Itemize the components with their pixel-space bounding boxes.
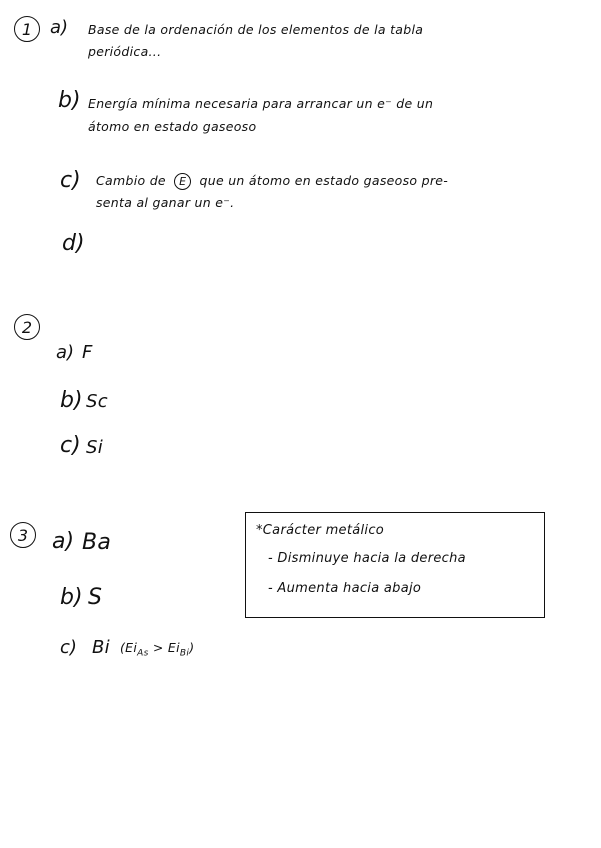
q3c-note-sub-as: As — [137, 648, 149, 659]
q1a-text-line2: periódica... — [88, 44, 162, 59]
q3c-ionization-comparison — [120, 640, 194, 659]
q3c-label: c) — [60, 637, 77, 658]
q3c-note-mid: > Ei — [148, 640, 180, 655]
energy-symbol-circled: E — [174, 173, 191, 190]
q2b-answer: Sc — [86, 391, 108, 412]
q2a-label: a) — [56, 342, 75, 363]
q2c-answer: Si — [86, 437, 104, 458]
note-box-item-2: - Aumenta hacia abajo — [268, 581, 422, 596]
q1c-text-line1 — [96, 173, 448, 190]
q3c-note-end: ) — [189, 640, 195, 655]
q3a-label: a) — [52, 529, 75, 554]
q1b-text-line2: átomo en estado gaseoso — [88, 119, 257, 134]
q3c-answer: Bi — [92, 637, 110, 658]
q1b-label: b) — [58, 88, 81, 113]
q3c-note-sub-bi: Bi — [179, 648, 190, 659]
q3c-note-main: (Ei — [120, 640, 138, 655]
question-1-number: 1 — [14, 16, 40, 42]
q1c-text-pre: Cambio de — [96, 173, 166, 188]
q1d-label: d) — [62, 231, 85, 256]
q3b-label: b) — [60, 585, 83, 610]
q2a-answer: F — [82, 342, 93, 363]
q3a-answer: Ba — [82, 530, 112, 555]
question-2-number: 2 — [14, 314, 40, 340]
q1a-text-line1: Base de la ordenación de los elementos de la tabla — [88, 22, 424, 37]
q1a-label: a) — [50, 17, 69, 38]
q2b-label: b) — [60, 388, 83, 413]
q1c-text-line2: senta al ganar un e⁻. — [96, 195, 235, 210]
q1c-text-post: que un átomo en estado gaseoso pre- — [199, 173, 449, 188]
metallic-character-note-box — [245, 512, 545, 618]
question-3-number: 3 — [10, 522, 36, 548]
note-box-item-1: - Disminuye hacia la derecha — [268, 551, 466, 566]
q3b-answer: S — [88, 585, 103, 610]
q2c-label: c) — [60, 433, 81, 458]
note-box-title: *Carácter metálico — [256, 523, 385, 538]
q1c-label: c) — [60, 168, 81, 193]
q1b-text-line1: Energía mínima necesaria para arrancar un e⁻ de un — [88, 96, 434, 111]
